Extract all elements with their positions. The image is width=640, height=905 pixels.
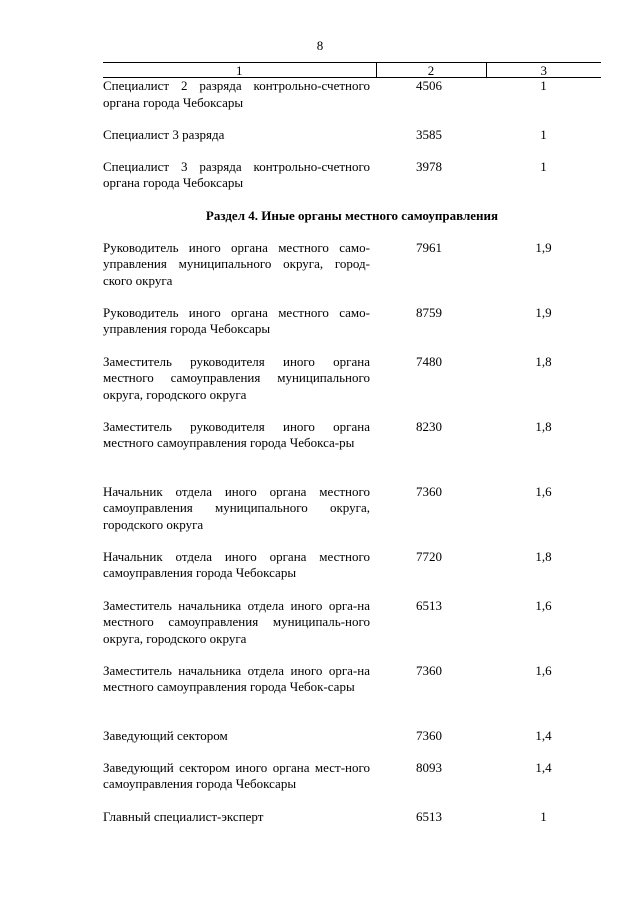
position-name: Начальник отдела иного органа местного самоуправления муниципального округа, городского округа bbox=[103, 483, 370, 532]
table-body bbox=[103, 78, 601, 829]
position-name: Главный специалист-эксперт bbox=[103, 808, 264, 824]
coefficient: 1,4 bbox=[535, 759, 552, 775]
position-name: Заместитель начальника отдела иного орга-на местного самоуправления города Чебок-сары bbox=[103, 662, 370, 694]
position-name: Специалист 3 разряда bbox=[103, 126, 225, 142]
column-header-3: 3 bbox=[486, 63, 601, 78]
coefficient: 1,6 bbox=[535, 662, 552, 678]
table-row bbox=[103, 809, 601, 829]
salary-amount: 3978 bbox=[416, 158, 442, 174]
table-row bbox=[103, 549, 601, 598]
salary-amount: 7480 bbox=[416, 353, 442, 369]
salary-amount: 6513 bbox=[416, 808, 442, 824]
coefficient: 1,4 bbox=[535, 727, 552, 743]
table-row bbox=[103, 728, 601, 760]
position-name: Начальник отдела иного органа местного самоуправления города Чебоксары bbox=[103, 548, 370, 580]
salary-amount: 7720 bbox=[416, 548, 442, 564]
table-row bbox=[103, 760, 601, 809]
salary-amount: 8759 bbox=[416, 304, 442, 320]
position-name: Заведующий сектором иного органа мест-ного самоуправления города Чебоксары bbox=[103, 759, 370, 791]
table-row bbox=[103, 598, 601, 663]
position-name: Заместитель руководителя иного органа местного самоуправления муниципального округа, городского округа bbox=[103, 353, 370, 402]
header-row bbox=[103, 63, 601, 78]
table-row bbox=[103, 159, 601, 208]
coefficient: 1,8 bbox=[535, 548, 552, 564]
position-name: Специалист 3 разряда контрольно-счетного органа города Чебоксары bbox=[103, 158, 370, 190]
salary-amount: 3585 bbox=[416, 126, 442, 142]
salary-amount: 4506 bbox=[416, 78, 442, 93]
salary-amount: 7961 bbox=[416, 239, 442, 255]
section-title-row bbox=[103, 208, 601, 240]
table-row bbox=[103, 78, 601, 127]
coefficient: 1 bbox=[540, 158, 547, 174]
salary-amount: 6513 bbox=[416, 597, 442, 613]
table-row bbox=[103, 419, 601, 484]
coefficient: 1 bbox=[540, 808, 547, 824]
position-name: Заместитель начальника отдела иного орга-на местного самоуправления муниципаль-ного округа, городского округа bbox=[103, 597, 370, 646]
page-number: 8 bbox=[316, 38, 324, 53]
coefficient: 1,9 bbox=[535, 239, 552, 255]
position-name: Заведующий сектором bbox=[103, 727, 228, 743]
coefficient: 1 bbox=[540, 78, 547, 93]
table-row bbox=[103, 354, 601, 419]
table-row bbox=[103, 127, 601, 159]
table-row bbox=[103, 240, 601, 305]
salary-amount: 7360 bbox=[416, 662, 442, 678]
section-title: Раздел 4. Иные органы местного самоуправления bbox=[205, 207, 499, 223]
coefficient: 1 bbox=[540, 126, 547, 142]
salary-amount: 8230 bbox=[416, 418, 442, 434]
coefficient: 1,6 bbox=[535, 483, 552, 499]
table-row bbox=[103, 484, 601, 549]
salary-table bbox=[103, 62, 601, 829]
coefficient: 1,6 bbox=[535, 597, 552, 613]
position-name: Руководитель иного органа местного само-управления муниципального округа, город-ского округа bbox=[103, 239, 370, 288]
coefficient: 1,8 bbox=[535, 418, 552, 434]
coefficient: 1,8 bbox=[535, 353, 552, 369]
column-header-1: 1 bbox=[103, 63, 376, 78]
table-row bbox=[103, 663, 601, 728]
salary-amount: 7360 bbox=[416, 727, 442, 743]
salary-amount: 7360 bbox=[416, 483, 442, 499]
column-header-2: 2 bbox=[376, 63, 486, 78]
position-name: Руководитель иного органа местного само-управления города Чебоксары bbox=[103, 304, 370, 336]
salary-amount: 8093 bbox=[416, 759, 442, 775]
table-row bbox=[103, 305, 601, 354]
table-header bbox=[103, 63, 601, 78]
position-name: Специалист 2 разряда контрольно-счетного органа города Чебоксары bbox=[103, 78, 370, 110]
position-name: Заместитель руководителя иного органа местного самоуправления города Чебокса-ры bbox=[103, 418, 370, 450]
coefficient: 1,9 bbox=[535, 304, 552, 320]
